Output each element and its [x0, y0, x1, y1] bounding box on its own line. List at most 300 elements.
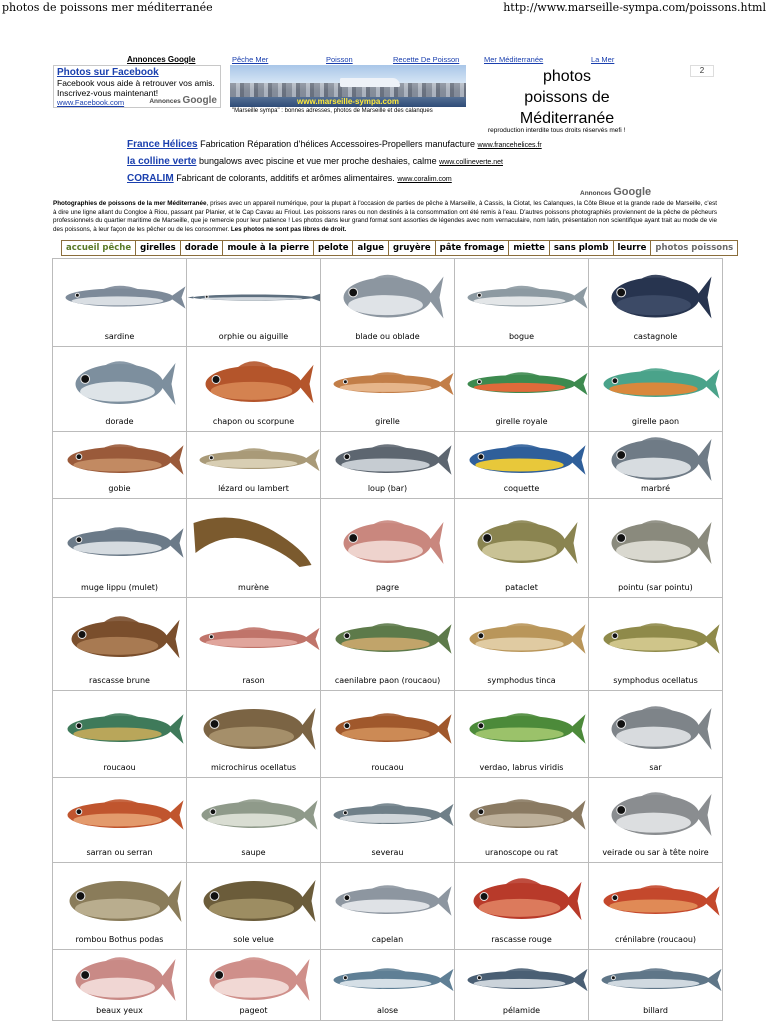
- fish-card[interactable]: [589, 598, 722, 690]
- fish-name: roucaou: [103, 763, 136, 772]
- page-title: [508, 66, 626, 129]
- fish-cell[interactable]: [187, 863, 321, 950]
- fish-name: capelan: [371, 935, 404, 944]
- tab-girelles[interactable]: girelles: [135, 240, 181, 256]
- fish-photo[interactable]: [187, 432, 320, 484]
- fish-cell[interactable]: [53, 347, 187, 432]
- fish-belly: [474, 296, 566, 305]
- banner-ferry: [340, 78, 400, 87]
- fish-cell[interactable]: [455, 863, 589, 950]
- fish-belly: [80, 382, 155, 402]
- fish-cell[interactable]: [187, 499, 321, 598]
- fish-photo[interactable]: [589, 778, 722, 848]
- fish-eye: [81, 375, 90, 384]
- intro-bold-start: Photographies de poissons de la mer Méditerranée: [53, 200, 207, 207]
- fish-illustration: [468, 372, 588, 395]
- fish-cell[interactable]: [187, 432, 321, 499]
- fish-card[interactable]: [321, 778, 454, 862]
- tab-photos-poissons[interactable]: photos poissons: [650, 240, 738, 256]
- fish-card[interactable]: [321, 598, 454, 690]
- fish-cell[interactable]: [455, 347, 589, 432]
- fish-belly: [340, 979, 432, 988]
- fish-photo[interactable]: [321, 598, 454, 676]
- fish-illustration: [478, 520, 578, 564]
- tab-accueil-peche[interactable]: accueil pêche: [61, 240, 136, 256]
- text-ad-france-helices[interactable]: [127, 139, 542, 150]
- fish-illustration: [604, 623, 720, 653]
- fish-illustration: [72, 616, 180, 658]
- fish-eye: [81, 971, 90, 980]
- fish-illustration: [336, 444, 452, 474]
- top-link-recette[interactable]: Recette De Poisson: [393, 55, 460, 64]
- fish-cell[interactable]: [187, 950, 321, 1021]
- marseille-banner[interactable]: [230, 65, 466, 107]
- fish-card[interactable]: [589, 950, 722, 1020]
- fish-card[interactable]: [321, 691, 454, 777]
- fish-cell[interactable]: [455, 950, 589, 1021]
- fish-grid-row: [53, 950, 723, 1021]
- fish-name: girelle royale: [495, 417, 548, 426]
- google-ads-badge-label: Annonces: [580, 190, 612, 197]
- fish-eye: [477, 380, 481, 384]
- fish-photo[interactable]: [321, 950, 454, 1006]
- fish-belly: [482, 541, 557, 561]
- fish-cell[interactable]: [589, 598, 723, 691]
- fish-name: girelle: [375, 417, 400, 426]
- fish-card[interactable]: [187, 259, 320, 346]
- fish-illustration: [336, 885, 452, 915]
- facebook-ad-url[interactable]: www.Facebook.com: [57, 98, 125, 107]
- fish-cell[interactable]: [321, 259, 455, 347]
- fish-cell[interactable]: [589, 259, 723, 347]
- fish-grid-row: [53, 259, 723, 347]
- fish-card[interactable]: [321, 347, 454, 431]
- fish-name: pélamide: [502, 1006, 541, 1015]
- fish-belly: [616, 813, 691, 833]
- fish-grid-row: [53, 432, 723, 499]
- top-link-poisson[interactable]: Poisson: [326, 55, 353, 64]
- fish-photo[interactable]: [187, 499, 320, 583]
- fish-card[interactable]: [53, 347, 186, 431]
- fish-belly: [474, 979, 566, 988]
- fish-illustration: [68, 713, 184, 743]
- fish-belly: [207, 813, 295, 826]
- fish-card[interactable]: [589, 863, 722, 949]
- fish-name: muge lippu (mulet): [80, 583, 158, 592]
- fish-card[interactable]: [321, 259, 454, 346]
- fish-name: microchirus ocellatus: [210, 763, 297, 772]
- fish-beak: [188, 297, 194, 299]
- fish-card[interactable]: [455, 259, 588, 346]
- fish-eye: [76, 809, 82, 815]
- intro-bold-end: Les photos ne sont pas libres de droit.: [229, 225, 347, 233]
- fish-cell[interactable]: [589, 347, 723, 432]
- fish-name: roucaou: [371, 763, 404, 772]
- fish-cell[interactable]: [53, 499, 187, 598]
- page-number: 2: [690, 65, 714, 77]
- fish-photo[interactable]: [321, 778, 454, 848]
- fish-name: blade ou oblade: [355, 332, 420, 341]
- fish-photo[interactable]: [53, 863, 186, 935]
- fish-card[interactable]: [589, 691, 722, 777]
- fish-card[interactable]: [321, 950, 454, 1020]
- fish-cell[interactable]: [589, 432, 723, 499]
- fish-belly: [73, 813, 161, 826]
- fish-card[interactable]: [187, 950, 320, 1020]
- fish-illustration: [188, 292, 321, 303]
- fish-card[interactable]: [53, 432, 186, 498]
- fish-belly: [201, 297, 303, 300]
- fish-cell[interactable]: [455, 432, 589, 499]
- fish-cell[interactable]: [53, 950, 187, 1021]
- fish-cell[interactable]: [321, 347, 455, 432]
- fish-cell[interactable]: [53, 863, 187, 950]
- fish-photo[interactable]: [455, 778, 588, 848]
- fish-cell[interactable]: [187, 347, 321, 432]
- fish-card[interactable]: [321, 863, 454, 949]
- fish-eye: [478, 633, 484, 639]
- fish-photo[interactable]: [455, 598, 588, 676]
- text-ad-link[interactable]: la colline verte: [127, 156, 197, 167]
- banner-caption: "Marseille sympa" : bonnes adresses, photos de Marseille et des calanques: [232, 108, 433, 114]
- fish-card[interactable]: [455, 598, 588, 690]
- fish-card[interactable]: [589, 432, 722, 498]
- fish-illustration: [470, 799, 586, 829]
- fish-cell[interactable]: [187, 778, 321, 863]
- fish-illustration: [604, 885, 720, 915]
- fish-name: symphodus ocellatus: [613, 676, 698, 685]
- fish-card[interactable]: [455, 778, 588, 862]
- fish-eye: [76, 454, 82, 460]
- fish-eye: [478, 723, 484, 729]
- fish-name: lézard ou lambert: [218, 484, 289, 493]
- text-ad-url[interactable]: www.francehelices.fr: [477, 142, 542, 149]
- tab-algue[interactable]: algue: [352, 240, 389, 256]
- fish-photo[interactable]: [53, 598, 186, 676]
- fish-photo[interactable]: [589, 347, 722, 417]
- fish-cell[interactable]: [589, 863, 723, 950]
- fish-card[interactable]: [187, 863, 320, 949]
- fish-eye: [209, 635, 213, 639]
- fish-card[interactable]: [321, 499, 454, 597]
- fish-belly: [616, 295, 691, 315]
- fish-belly: [616, 727, 691, 747]
- fish-name: dorade: [105, 417, 134, 426]
- fish-name: bogue: [508, 332, 535, 341]
- fish-photo[interactable]: [321, 432, 454, 484]
- fish-illustration: [204, 880, 316, 922]
- fish-photo[interactable]: [589, 598, 722, 676]
- fish-photo[interactable]: [53, 259, 186, 332]
- fish-card[interactable]: [321, 432, 454, 498]
- fish-illustration: [202, 799, 318, 829]
- fish-cell[interactable]: [187, 259, 321, 347]
- fish-cell[interactable]: [53, 691, 187, 778]
- fish-photo[interactable]: [589, 691, 722, 763]
- page-title-line-1: photos: [542, 68, 592, 85]
- fish-belly: [73, 727, 161, 740]
- fish-name: gobie: [108, 484, 131, 493]
- text-ad-text: bungalows avec piscine et vue mer proche deshaies, calme: [199, 156, 437, 166]
- fish-name: billard: [643, 1006, 668, 1015]
- top-link-peche-mer[interactable]: Pêche Mer: [232, 55, 269, 64]
- fish-cell[interactable]: [455, 778, 589, 863]
- fish-cell[interactable]: [455, 598, 589, 691]
- banner-site-url: www.marseille-sympa.com: [297, 97, 399, 106]
- fish-grid-row: [53, 347, 723, 432]
- text-ad-link[interactable]: CORALIM: [127, 173, 174, 184]
- fish-cell[interactable]: [589, 778, 723, 863]
- fish-card[interactable]: [589, 778, 722, 862]
- fish-illustration: [194, 518, 312, 567]
- fish-cell[interactable]: [187, 598, 321, 691]
- fish-belly: [616, 458, 691, 478]
- fish-eye: [612, 895, 618, 901]
- fish-card[interactable]: [53, 863, 186, 949]
- tab-moule-a-la-pierre[interactable]: moule à la pierre: [222, 240, 314, 256]
- fish-eye: [483, 534, 492, 543]
- fish-photo[interactable]: [589, 499, 722, 583]
- fish-card[interactable]: [455, 347, 588, 431]
- fish-eye: [76, 537, 82, 543]
- fish-photo[interactable]: [455, 259, 588, 332]
- fish-photo[interactable]: [187, 950, 320, 1006]
- fish-photo[interactable]: [455, 863, 588, 935]
- fish-eye: [76, 892, 85, 901]
- fish-belly: [475, 813, 563, 826]
- fish-photo[interactable]: [455, 432, 588, 484]
- fish-cell[interactable]: [589, 950, 723, 1021]
- fish-card[interactable]: [187, 347, 320, 431]
- fish-photo[interactable]: [53, 347, 186, 417]
- fish-belly: [348, 295, 423, 315]
- google-ads-badge-mid[interactable]: [580, 186, 651, 198]
- fish-card[interactable]: [53, 950, 186, 1020]
- fish-eye: [617, 534, 626, 543]
- fish-photo[interactable]: [53, 432, 186, 484]
- fish-belly: [348, 541, 423, 561]
- fish-eye: [349, 534, 358, 543]
- fish-belly: [475, 637, 563, 650]
- fish-cell[interactable]: [53, 432, 187, 499]
- fish-eye: [78, 631, 86, 639]
- fish-name: chapon ou scorpune: [212, 417, 295, 426]
- fish-belly: [341, 727, 429, 740]
- fish-illustration: [468, 968, 588, 991]
- fish-cell[interactable]: [53, 598, 187, 691]
- fish-illustration: [470, 444, 586, 474]
- fish-name: caenilabre paon (roucaou): [334, 676, 441, 685]
- fish-photo[interactable]: [321, 691, 454, 763]
- reproduction-note: reproduction interdite tous droits réservés mefi !: [488, 127, 626, 134]
- fish-belly: [340, 383, 432, 392]
- fish-photo[interactable]: [187, 778, 320, 848]
- text-ad-coralim[interactable]: [127, 173, 452, 184]
- fish-name: loup (bar): [367, 484, 408, 493]
- fish-belly: [214, 978, 289, 998]
- fish-cell[interactable]: [455, 259, 589, 347]
- fish-card[interactable]: [187, 432, 320, 498]
- fish-card[interactable]: [187, 598, 320, 690]
- tab-gruyere[interactable]: gruyère: [388, 240, 436, 256]
- fish-card[interactable]: [187, 499, 320, 597]
- fish-card[interactable]: [589, 499, 722, 597]
- fish-photo[interactable]: [589, 259, 722, 332]
- fish-photo[interactable]: [455, 499, 588, 583]
- fish-illustration: [68, 527, 184, 557]
- fish-photo[interactable]: [53, 691, 186, 763]
- fish-cell[interactable]: [321, 691, 455, 778]
- fish-cell[interactable]: [321, 863, 455, 950]
- fish-name: sar: [649, 763, 662, 772]
- tab-sans-plomb[interactable]: sans plomb: [549, 240, 614, 256]
- fish-photo[interactable]: [187, 691, 320, 763]
- text-ad-url[interactable]: www.coralim.com: [397, 176, 452, 183]
- fish-card[interactable]: [455, 499, 588, 597]
- google-ads-badge[interactable]: [149, 95, 217, 106]
- tab-pate-fromage[interactable]: pâte fromage: [435, 240, 510, 256]
- fish-card[interactable]: [53, 778, 186, 862]
- fish-photo[interactable]: [187, 347, 320, 417]
- fish-photo[interactable]: [187, 259, 320, 332]
- fish-cell[interactable]: [589, 691, 723, 778]
- fish-photo[interactable]: [589, 432, 722, 484]
- fish-cell[interactable]: [53, 778, 187, 863]
- fish-belly: [341, 458, 429, 471]
- tab-leurre[interactable]: leurre: [613, 240, 652, 256]
- fish-name: crénilabre (roucaou): [614, 935, 697, 944]
- fish-belly: [475, 727, 563, 740]
- fish-name: murène: [238, 583, 269, 592]
- facebook-ad[interactable]: [53, 65, 221, 108]
- fish-cell[interactable]: [321, 778, 455, 863]
- text-ad-colline-verte[interactable]: [127, 156, 503, 167]
- fish-cell[interactable]: [455, 499, 589, 598]
- facebook-ad-title[interactable]: Photos sur Facebook: [57, 67, 159, 78]
- fish-grid-row: [53, 499, 723, 598]
- fish-photo[interactable]: [321, 347, 454, 417]
- fish-name: symphodus tinca: [487, 676, 556, 685]
- fish-photo[interactable]: [321, 259, 454, 332]
- fish-cell[interactable]: [53, 259, 187, 347]
- fish-eye: [76, 723, 82, 729]
- text-ad-text: Fabrication Réparation d'hélices Accessoires-Propellers manufacture: [200, 139, 475, 149]
- fish-card[interactable]: [53, 259, 186, 346]
- google-ads-badge-brand: Google: [613, 186, 652, 198]
- tab-pelote[interactable]: pelote: [313, 240, 353, 256]
- print-page-title: photos de poissons mer méditerranée: [2, 1, 213, 14]
- fish-photo[interactable]: [187, 598, 320, 676]
- fish-illustration: [76, 361, 176, 405]
- fish-photo[interactable]: [589, 863, 722, 935]
- fish-illustration: [612, 706, 712, 750]
- fish-card[interactable]: [53, 499, 186, 597]
- fish-card[interactable]: [455, 432, 588, 498]
- fish-belly: [340, 814, 432, 823]
- fish-name: pointu (sar pointu): [618, 583, 693, 592]
- fish-photo[interactable]: [53, 950, 186, 1006]
- fish-card[interactable]: [53, 691, 186, 777]
- fish-illustration: [336, 713, 452, 743]
- google-ads-badge-brand: Google: [182, 95, 217, 106]
- fish-cell[interactable]: [321, 950, 455, 1021]
- text-ad-url[interactable]: www.collineverte.net: [439, 159, 503, 166]
- fish-cell[interactable]: [455, 691, 589, 778]
- fish-cell[interactable]: [321, 499, 455, 598]
- fish-cell[interactable]: [187, 691, 321, 778]
- fish-eye: [478, 454, 484, 460]
- fish-card[interactable]: [53, 598, 186, 690]
- fish-name: rason: [242, 676, 265, 685]
- fish-card[interactable]: [187, 691, 320, 777]
- fish-illustration: [70, 880, 182, 922]
- fish-card[interactable]: [455, 691, 588, 777]
- fish-name: rascasse brune: [89, 676, 150, 685]
- fishing-nav-tabs: [61, 240, 737, 256]
- fish-name: sole velue: [233, 935, 274, 944]
- page-title-line-3: Méditerranée: [519, 110, 615, 127]
- fish-belly: [72, 296, 164, 305]
- fish-illustration: [210, 957, 310, 1001]
- fish-card[interactable]: [455, 950, 588, 1020]
- fish-eye: [215, 971, 224, 980]
- fish-photo[interactable]: [321, 499, 454, 583]
- fish-cell[interactable]: [321, 432, 455, 499]
- top-link-mer-mediterranee[interactable]: Mer Méditerranée: [484, 55, 544, 64]
- text-ad-link[interactable]: France Hélices: [127, 139, 198, 150]
- fish-eye: [478, 809, 484, 815]
- fish-illustration: [206, 361, 314, 403]
- fish-cell[interactable]: [589, 499, 723, 598]
- fish-belly: [616, 541, 691, 561]
- fish-belly: [608, 979, 700, 988]
- fish-eye: [212, 376, 220, 384]
- fish-name: verdao, labrus viridis: [479, 763, 564, 772]
- fish-illustration: [468, 286, 588, 309]
- tab-dorade[interactable]: dorade: [180, 240, 224, 256]
- tab-miette[interactable]: miette: [508, 240, 549, 256]
- fish-photo[interactable]: [455, 347, 588, 417]
- fish-card[interactable]: [589, 259, 722, 346]
- fish-name: saupe: [241, 848, 266, 857]
- fish-eye: [205, 295, 208, 298]
- page-title-line-2: poissons de: [524, 89, 610, 106]
- fish-photo-grid: [52, 258, 723, 1021]
- fish-photo[interactable]: [321, 863, 454, 935]
- fish-eye: [349, 288, 358, 297]
- google-ads-label[interactable]: Annonces Google: [127, 55, 196, 64]
- fish-name: pageot: [239, 1006, 268, 1015]
- fish-photo[interactable]: [589, 950, 722, 1006]
- intro-body: , prises avec un appareil numérique, pour la plupart à l'occasion de parties de pêche à Marseille, à Cassis, la Ciotat, les Calanques, la Côte Bleue et la grande rade de Marseille, c'est à dire une ligne allant du Congloe à Riou, passant par Planier, et le Cap Cavau au Frioul. Les poissons rares ou non destinés à la consommation ont été remis à l'eau. D'autres poissons photographiés proviennent de la pêche de pêcheurs professionnels du quartier maritime de Marseille, que je remercie pour leur patience ! Les photos dans leur grand format sont assorties de légendes avec nom vernaculaire, nom latin, présentation non scientifique ayant trait au mode de vie des poissons, à leur façon de les pêcher ou de les consommer.: [53, 200, 717, 233]
- fish-card[interactable]: [187, 778, 320, 862]
- fish-eye: [611, 976, 615, 980]
- fish-cell[interactable]: [321, 598, 455, 691]
- fish-photo[interactable]: [455, 691, 588, 763]
- top-link-la-mer[interactable]: La Mer: [591, 55, 615, 64]
- fish-photo[interactable]: [455, 950, 588, 1006]
- fish-photo[interactable]: [187, 863, 320, 935]
- fish-photo[interactable]: [53, 778, 186, 848]
- fish-card[interactable]: [455, 863, 588, 949]
- fish-eye: [343, 976, 347, 980]
- fish-photo[interactable]: [53, 499, 186, 583]
- fish-belly: [206, 459, 298, 468]
- fish-belly: [77, 637, 159, 655]
- fish-name: alose: [376, 1006, 399, 1015]
- fish-illustration: [68, 444, 184, 474]
- fish-card[interactable]: [589, 347, 722, 431]
